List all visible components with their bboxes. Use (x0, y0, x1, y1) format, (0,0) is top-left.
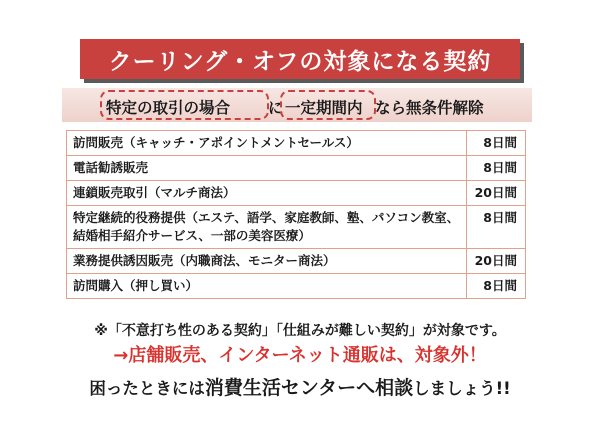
contract-type-text: 業務提供誘因販売（内職商法、モニター商法） (73, 253, 336, 268)
subtitle-specific-transactions: 特定の取引の場合 (106, 99, 231, 117)
target-note: ※「不意打ち性のある契約」「仕組みが難しい契約」が対象です。 (94, 323, 506, 339)
subtitle-fixed-period: 一定期間内 (285, 99, 363, 117)
cooling-off-period: 8日間 (467, 206, 526, 249)
subtitle-unconditional-cancel: なら無条件解除 (375, 99, 484, 117)
table-row (67, 131, 526, 156)
consult-prefix: 困ったときには (89, 379, 205, 398)
contract-type-text: 訪問販売（キャッチ・アポイントメントセールス） (73, 135, 359, 150)
contract-type-text: 連鎖販売取引（マルチ商法） (73, 185, 236, 200)
table-row (67, 156, 526, 181)
contract-type-cell (67, 131, 467, 156)
cooling-off-period: 8日間 (467, 156, 526, 181)
contract-type-cell (67, 206, 467, 249)
cooling-off-period: 8日間 (467, 131, 526, 156)
consumer-center-text: 消費生活センターへ相談 (204, 377, 414, 399)
consult-message (0, 373, 600, 400)
contract-type-text: 結婚相手紹介サービス、一部の美容医療） (73, 228, 311, 243)
dashed-highlight-box (100, 90, 269, 120)
contract-type-text: 特定継続的役務提供（エステ、語学、家庭教師、塾、パソコン教室、 (73, 210, 460, 225)
cooling-off-period: 8日間 (467, 274, 526, 299)
subtitle-banner (62, 88, 532, 122)
contract-type-cell (67, 274, 467, 299)
contract-type-cell (67, 249, 467, 274)
consult-suffix: しましょう!! (413, 379, 511, 398)
table-row (67, 206, 526, 249)
cooling-off-period: 20日間 (467, 181, 526, 206)
table-row (67, 274, 526, 299)
contract-type-text: 電話勧誘販売 (73, 160, 149, 175)
contract-type-text: 訪問購入（押し買い） (73, 278, 199, 293)
dashed-highlight-box (280, 90, 376, 120)
table-row (67, 181, 526, 206)
contract-table (66, 130, 526, 299)
exclusion-note: →店舗販売、インターネット通販は、対象外！ (113, 345, 487, 366)
subtitle-particle: に (268, 99, 284, 117)
cooling-off-period: 20日間 (467, 249, 526, 274)
contract-type-cell (67, 156, 467, 181)
table-row (67, 249, 526, 274)
page-title: クーリング・オフの対象になる契約 (80, 39, 520, 79)
contract-type-cell (67, 181, 467, 206)
